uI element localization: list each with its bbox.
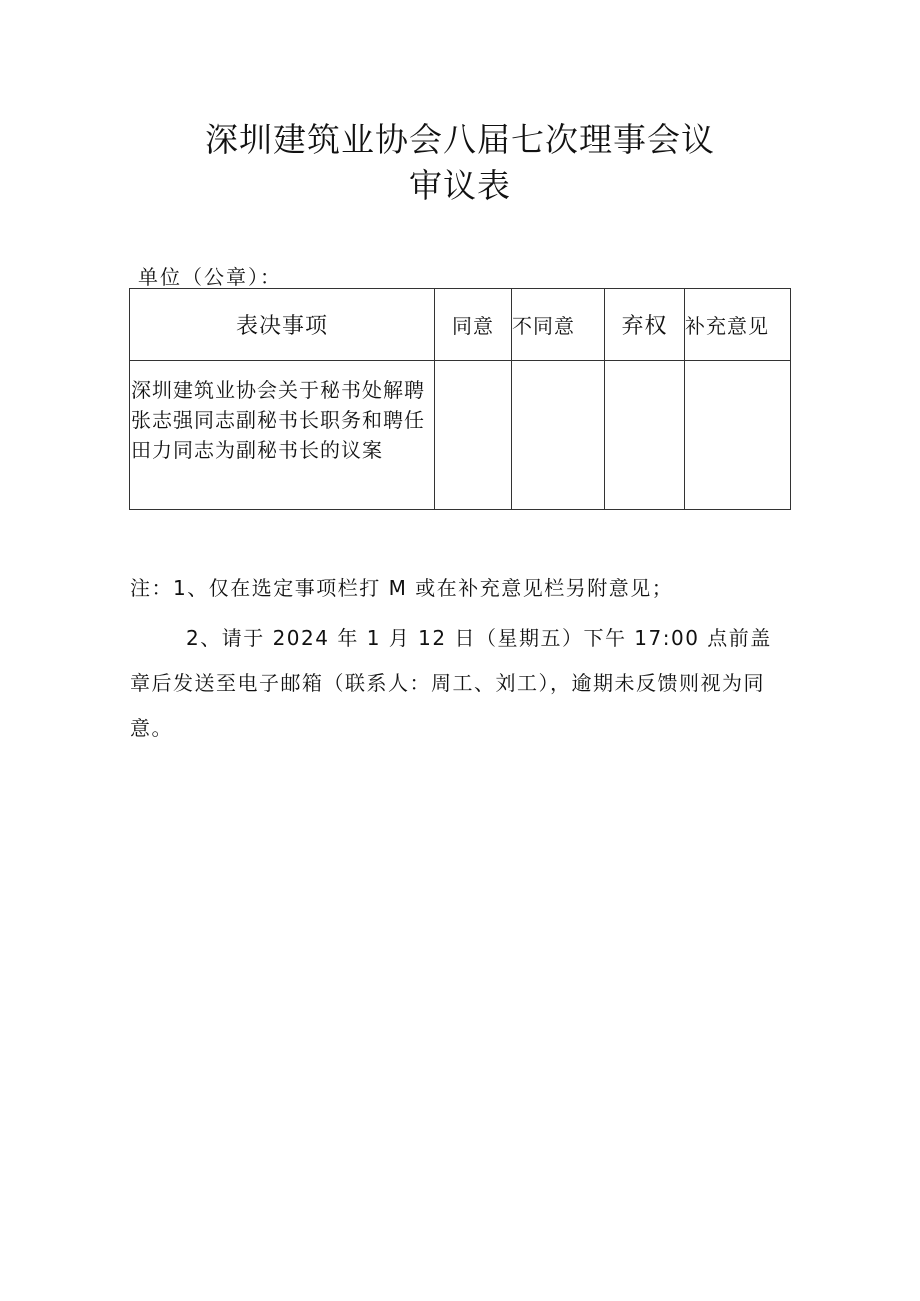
header-item: 表决事项 [130, 289, 435, 361]
header-opinion: 补充意见 [685, 289, 791, 361]
note-2: 2、请于 2024 年 1 月 12 日（星期五）下午 17:00 点前盖章后发送至电子邮箱（联系人：周工、刘工），逾期未反馈则视为同意。 [130, 626, 772, 740]
document-title-line2: 审议表 [409, 166, 511, 205]
header-disagree: 不同意 [512, 289, 605, 361]
disagree-cell[interactable] [512, 361, 605, 510]
unit-seal-label: 单位（公章）： [138, 265, 282, 289]
document-title-line1: 深圳建筑业协会八届七次理事会议 [205, 120, 715, 159]
notes-section [130, 566, 790, 751]
abstain-cell[interactable] [605, 361, 685, 510]
table-row [130, 361, 791, 510]
agree-cell[interactable] [435, 361, 512, 510]
header-agree: 同意 [435, 289, 512, 361]
header-abstain: 弃权 [605, 289, 685, 361]
item-text: 深圳建筑业协会关于秘书处解聘张志强同志副秘书长职务和聘任田力同志为副秘书长的议案 [131, 378, 425, 462]
review-table [129, 288, 791, 510]
item-cell [130, 361, 435, 510]
note-1: 注：1、仅在选定事项栏打 M 或在补充意见栏另附意见； [130, 576, 674, 600]
opinion-cell[interactable] [685, 361, 791, 510]
table-header-row [130, 289, 791, 361]
